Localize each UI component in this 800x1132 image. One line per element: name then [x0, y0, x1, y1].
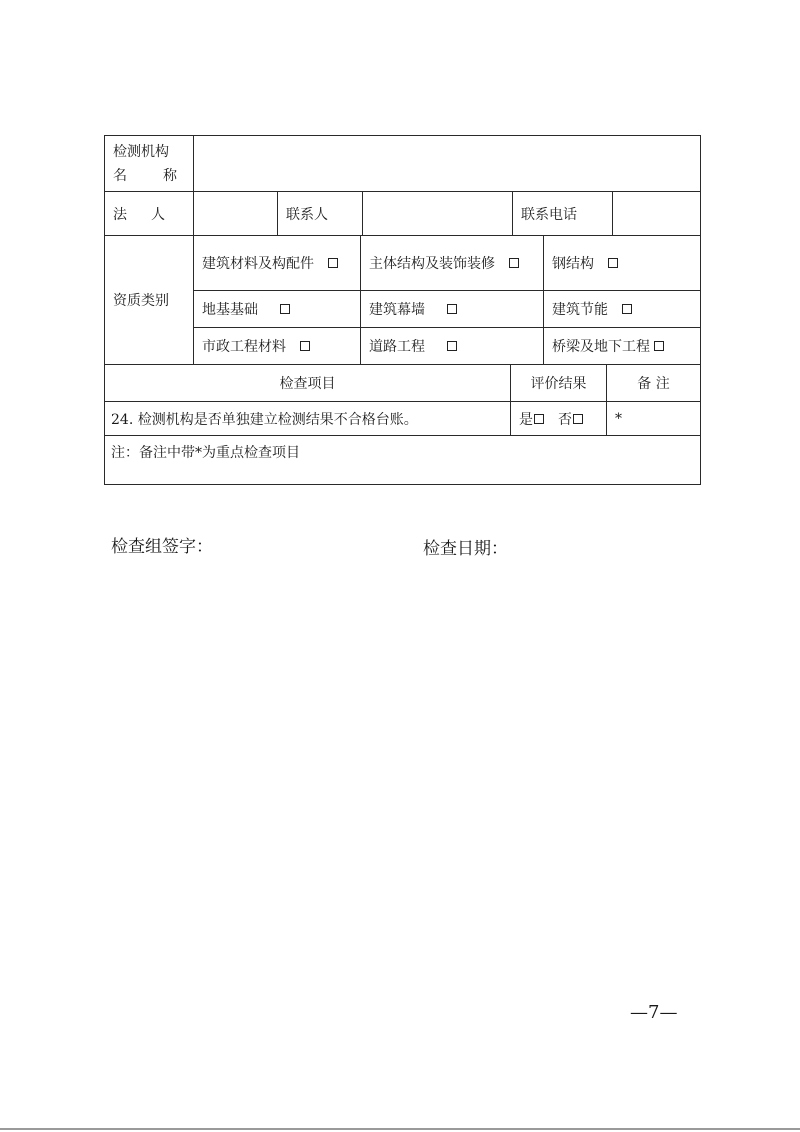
- page-number: —7—: [630, 1002, 678, 1023]
- qualification-option[interactable]: 建筑材料及构配件: [193, 235, 361, 291]
- legal-person-label: 法 人: [104, 191, 194, 236]
- checkbox[interactable]: [447, 341, 457, 351]
- phone-field[interactable]: [612, 191, 701, 236]
- qualification-option[interactable]: 建筑节能: [543, 290, 701, 328]
- inspection-date-label: 检查日期：: [423, 539, 508, 559]
- checkbox[interactable]: [654, 341, 664, 351]
- checkbox[interactable]: [328, 258, 338, 268]
- header-inspection-item: 检查项目: [104, 364, 511, 402]
- checkbox[interactable]: [509, 258, 519, 268]
- checkbox[interactable]: [622, 304, 632, 314]
- note: 注：备注中带*为重点检查项目: [104, 435, 701, 485]
- page-bottom-edge: [0, 1128, 800, 1130]
- org-name-field[interactable]: [193, 135, 701, 192]
- contact-label: 联系人: [277, 191, 363, 236]
- qualification-option[interactable]: 主体结构及装饰装修: [360, 235, 544, 291]
- yes-checkbox[interactable]: [534, 414, 544, 424]
- qualification-option[interactable]: 道路工程: [360, 327, 544, 365]
- org-name-label: 检测机构 名 称: [104, 135, 194, 192]
- group-signature-label: 检查组签字：: [111, 537, 213, 557]
- qualification-option[interactable]: 地基基础: [193, 290, 361, 328]
- remark-value: *: [606, 401, 701, 436]
- evaluation-result: 是 否: [510, 401, 607, 436]
- contact-field[interactable]: [362, 191, 513, 236]
- qualification-option[interactable]: 市政工程材料: [193, 327, 361, 365]
- header-evaluation-result: 评价结果: [510, 364, 607, 402]
- header-remark: 备 注: [606, 364, 701, 402]
- checkbox[interactable]: [300, 341, 310, 351]
- qualification-option[interactable]: 建筑幕墙: [360, 290, 544, 328]
- checkbox[interactable]: [280, 304, 290, 314]
- legal-person-field[interactable]: [193, 191, 278, 236]
- no-checkbox[interactable]: [573, 414, 583, 424]
- qualification-option[interactable]: 钢结构: [543, 235, 701, 291]
- checkbox[interactable]: [447, 304, 457, 314]
- qualification-option[interactable]: 桥梁及地下工程: [543, 327, 701, 365]
- qualification-label: 资质类别: [104, 235, 194, 365]
- phone-label: 联系电话: [512, 191, 613, 236]
- checkbox[interactable]: [608, 258, 618, 268]
- inspection-item-text: 24. 检测机构是否单独建立检测结果不合格台账。: [104, 401, 511, 436]
